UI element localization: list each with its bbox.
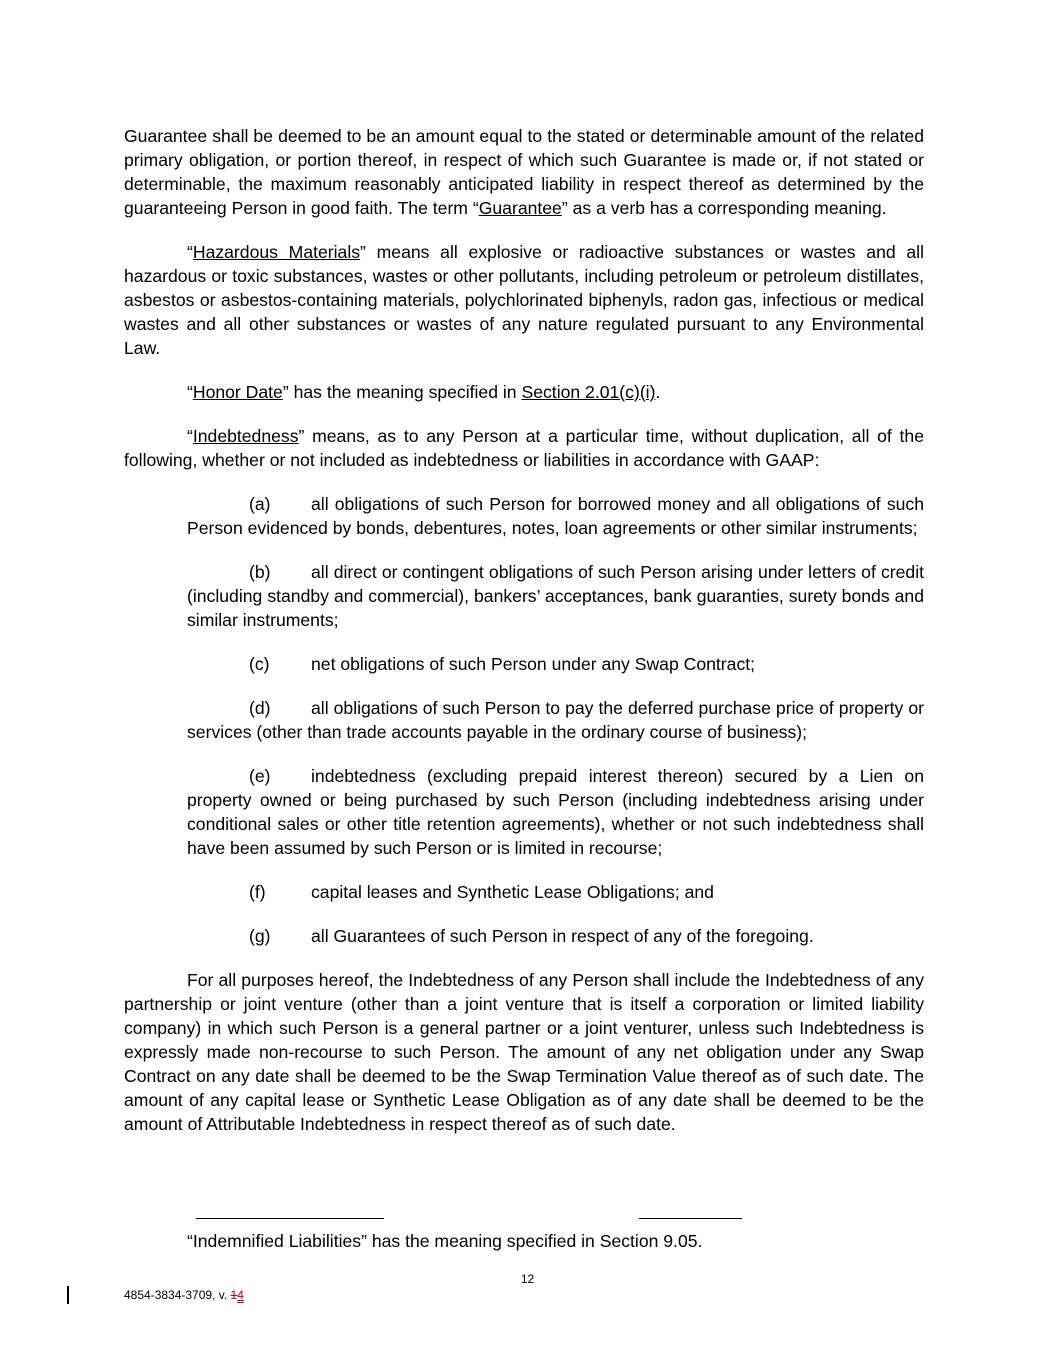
list-item-b: (b) all direct or contingent obligations of such Person arising under letters of credit (including standby and commercial), bankers’ acceptances, bank guaranties, surety bonds and similar instruments; (187, 562, 924, 630)
guarantee-continuation-paragraph: Guarantee shall be deemed to be an amount equal to the stated or determinable amount of the related primary obligation, or portion thereof, in respect of which such Guarantee is made or, if not stated or determinable, the maximum reasonably anticipated liability in respect thereof as determined by the guaranteeing Person in good faith. The term “Guarantee” as a verb has a corresponding meaning. (124, 126, 924, 218)
list-item-f: (f) capital leases and Synthetic Lease Obligations; and (249, 882, 714, 902)
indemnified-liabilities-definition: “Indemnified Liabilities” has the meaning specified in Section 9.05. (187, 1231, 703, 1251)
list-item-g: (g) all Guarantees of such Person in respect of any of the foregoing. (249, 926, 814, 946)
document-footer: 4854-3834-3709, v. 14 (124, 1288, 244, 1302)
hazardous-materials-definition: “Hazardous Materials” means all explosive or radioactive substances or wastes and all hazardous or toxic substances, wastes or other pollutants, including petroleum or petroleum distillates, asbestos or asbestos-containing materials, polychlorinated biphenyls, radon gas, infectious or medical wastes and all other substances or wastes of any nature regulated pursuant to any Environmental Law. (124, 242, 924, 358)
revision-change-bar (67, 1286, 69, 1304)
indebtedness-definition: “Indebtedness” means, as to any Person at a particular time, without duplication, all of the following, whether or not included as indebtedness or liabilities in accordance with GAAP: (124, 426, 924, 470)
defined-term-hazardous-materials: Hazardous Materials (192, 242, 361, 262)
honor-date-definition: “Honor Date” has the meaning specified in Section 2.01(c)(i). (187, 382, 661, 402)
page-number: 12 (520, 1272, 535, 1286)
list-item-c: (c) net obligations of such Person under any Swap Contract; (249, 654, 756, 674)
footnote-separator-left (196, 1218, 384, 1219)
list-item-e: (e) indebtedness (excluding prepaid interest thereon) secured by a Lien on property owned or being purchased by such Person (including indebtedness arising under conditional sales or other title retention agreements), whether or not such indebtedness shall have been assumed by such Person or is limited in recourse; (187, 766, 924, 858)
list-item-d: (d) all obligations of such Person to pay the deferred purchase price of property or services (other than trade accounts payable in the ordinary course of business); (187, 698, 924, 742)
document-page (124, 124, 924, 1136)
for-all-purposes-paragraph: For all purposes hereof, the Indebtedness of any Person shall include the Indebtedness of any partnership or joint venture (other than a joint venture that is itself a corporation or limited liability company) in which such Person is a general partner or a joint venturer, unless such Indebtedness is expressly made non-recourse to such Person. The amount of any net obligation under any Swap Contract on any date shall be deemed to be the Swap Termination Value thereof as of such date. The amount of any capital lease or Synthetic Lease Obligation as of any date shall be deemed to be the amount of Attributable Indebtedness in respect thereof as of such date. (124, 970, 924, 1134)
footnote-separator-right (639, 1218, 742, 1219)
list-item-a: (a) all obligations of such Person for borrowed money and all obligations of such Person evidenced by bonds, debentures, notes, loan agreements or other similar instruments; (187, 494, 924, 538)
deleted-version: 1 (230, 1288, 238, 1302)
defined-term-honor-date: Honor Date (192, 382, 283, 402)
defined-term-indebtedness: Indebtedness (192, 426, 299, 446)
defined-term-guarantee: Guarantee (478, 198, 562, 218)
section-reference-link: Section 2.01(c)(i) (521, 382, 656, 402)
inserted-version: 4 (237, 1288, 244, 1302)
